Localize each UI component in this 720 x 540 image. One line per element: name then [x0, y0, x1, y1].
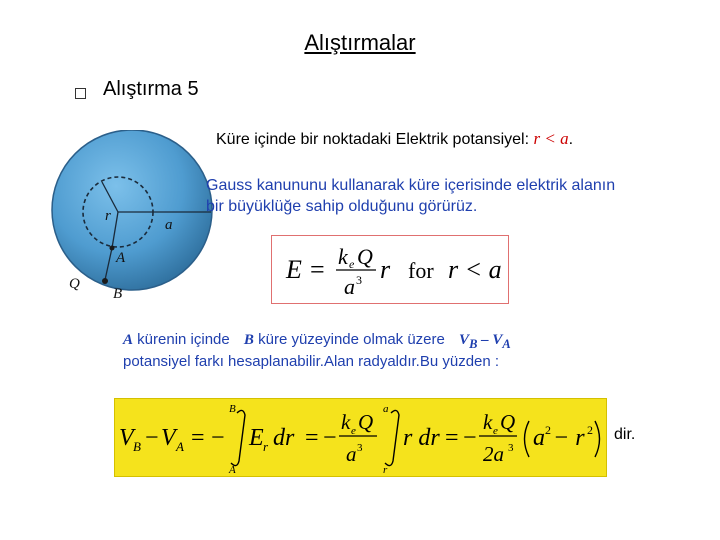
svg-text:k: k — [341, 410, 351, 434]
label-Q: Q — [69, 276, 80, 292]
gauss-statement-line1: Gauss kanununu kullanarak küre içerisinde elektrik alanın — [206, 177, 616, 194]
label-A: A — [116, 250, 126, 266]
dir-suffix: dir. — [614, 426, 636, 443]
svg-text:−: − — [463, 425, 477, 451]
svg-text:a: a — [533, 425, 545, 451]
svg-text:2: 2 — [587, 423, 593, 437]
svg-text:A: A — [176, 439, 184, 454]
svg-text:=: = — [310, 255, 325, 284]
svg-text:−: − — [145, 425, 159, 451]
svg-text:2: 2 — [545, 423, 551, 437]
bullet-checkbox-icon — [75, 88, 86, 99]
electric-field-equation — [272, 236, 508, 303]
svg-text:A: A — [229, 464, 236, 476]
svg-text:r: r — [383, 464, 388, 476]
potential-statement: Küre içinde bir noktadaki Elektrik potansiyel: r < a. — [216, 129, 574, 148]
svg-text:V: V — [119, 425, 134, 451]
svg-text:− r: − r — [553, 425, 585, 451]
svg-text:dr: dr — [273, 425, 295, 451]
label-r: r — [105, 208, 111, 224]
svg-text:k: k — [338, 244, 348, 269]
svg-text:Q: Q — [500, 410, 516, 434]
svg-text:3: 3 — [357, 442, 363, 454]
svg-text:for: for — [408, 258, 434, 283]
svg-text:B: B — [229, 403, 236, 415]
svg-text:e: e — [493, 425, 498, 437]
svg-text:E: E — [286, 255, 302, 284]
electric-field-equation-box — [271, 235, 509, 304]
svg-text:r dr: r dr — [403, 425, 440, 451]
svg-text:k: k — [483, 410, 493, 434]
svg-text:e: e — [351, 425, 356, 437]
potential-difference-statement: A kürenin içinde B küre yüzeyinde olmak üzere $V_B - V_A$ — [123, 331, 511, 351]
svg-text:3: 3 — [508, 442, 514, 454]
svg-text:=: = — [445, 425, 459, 451]
svg-text:E: E — [249, 425, 264, 451]
svg-text:a: a — [346, 442, 357, 466]
svg-text:r: r — [380, 255, 391, 284]
svg-text:B: B — [133, 439, 141, 454]
svg-text:a: a — [344, 274, 355, 299]
svg-text:r: r — [263, 439, 269, 454]
svg-text:3: 3 — [356, 273, 362, 287]
outer-sphere — [52, 130, 212, 290]
svg-text:Q: Q — [357, 244, 373, 269]
label-B: B — [113, 286, 123, 300]
svg-text:r < a: r < a — [448, 255, 502, 284]
svg-text:V: V — [161, 425, 176, 451]
potential-difference-equation-box — [114, 398, 607, 477]
svg-text:−: − — [323, 425, 337, 451]
svg-text:=: = — [191, 425, 205, 451]
gauss-statement-line2: bir büyüklüğe sahip olduğunu görürüz. — [206, 198, 478, 215]
point-B — [102, 278, 108, 284]
svg-text:e: e — [349, 257, 355, 271]
exercise-heading: Alıştırma 5 — [103, 78, 199, 100]
point-A — [110, 246, 115, 251]
potential-difference-equation — [115, 399, 606, 476]
sphere-figure — [50, 130, 220, 300]
page-title: Alıştırmalar — [304, 30, 416, 55]
svg-text:Q: Q — [358, 410, 374, 434]
svg-text:=: = — [305, 425, 319, 451]
radial-field-statement: potansiyel farkı hesaplanabilir.Alan radyaldır.Bu yüzden : — [123, 353, 500, 370]
svg-text:−: − — [211, 425, 225, 451]
label-a: a — [165, 217, 173, 233]
svg-text:a: a — [383, 403, 389, 415]
svg-text:2a: 2a — [483, 442, 504, 466]
